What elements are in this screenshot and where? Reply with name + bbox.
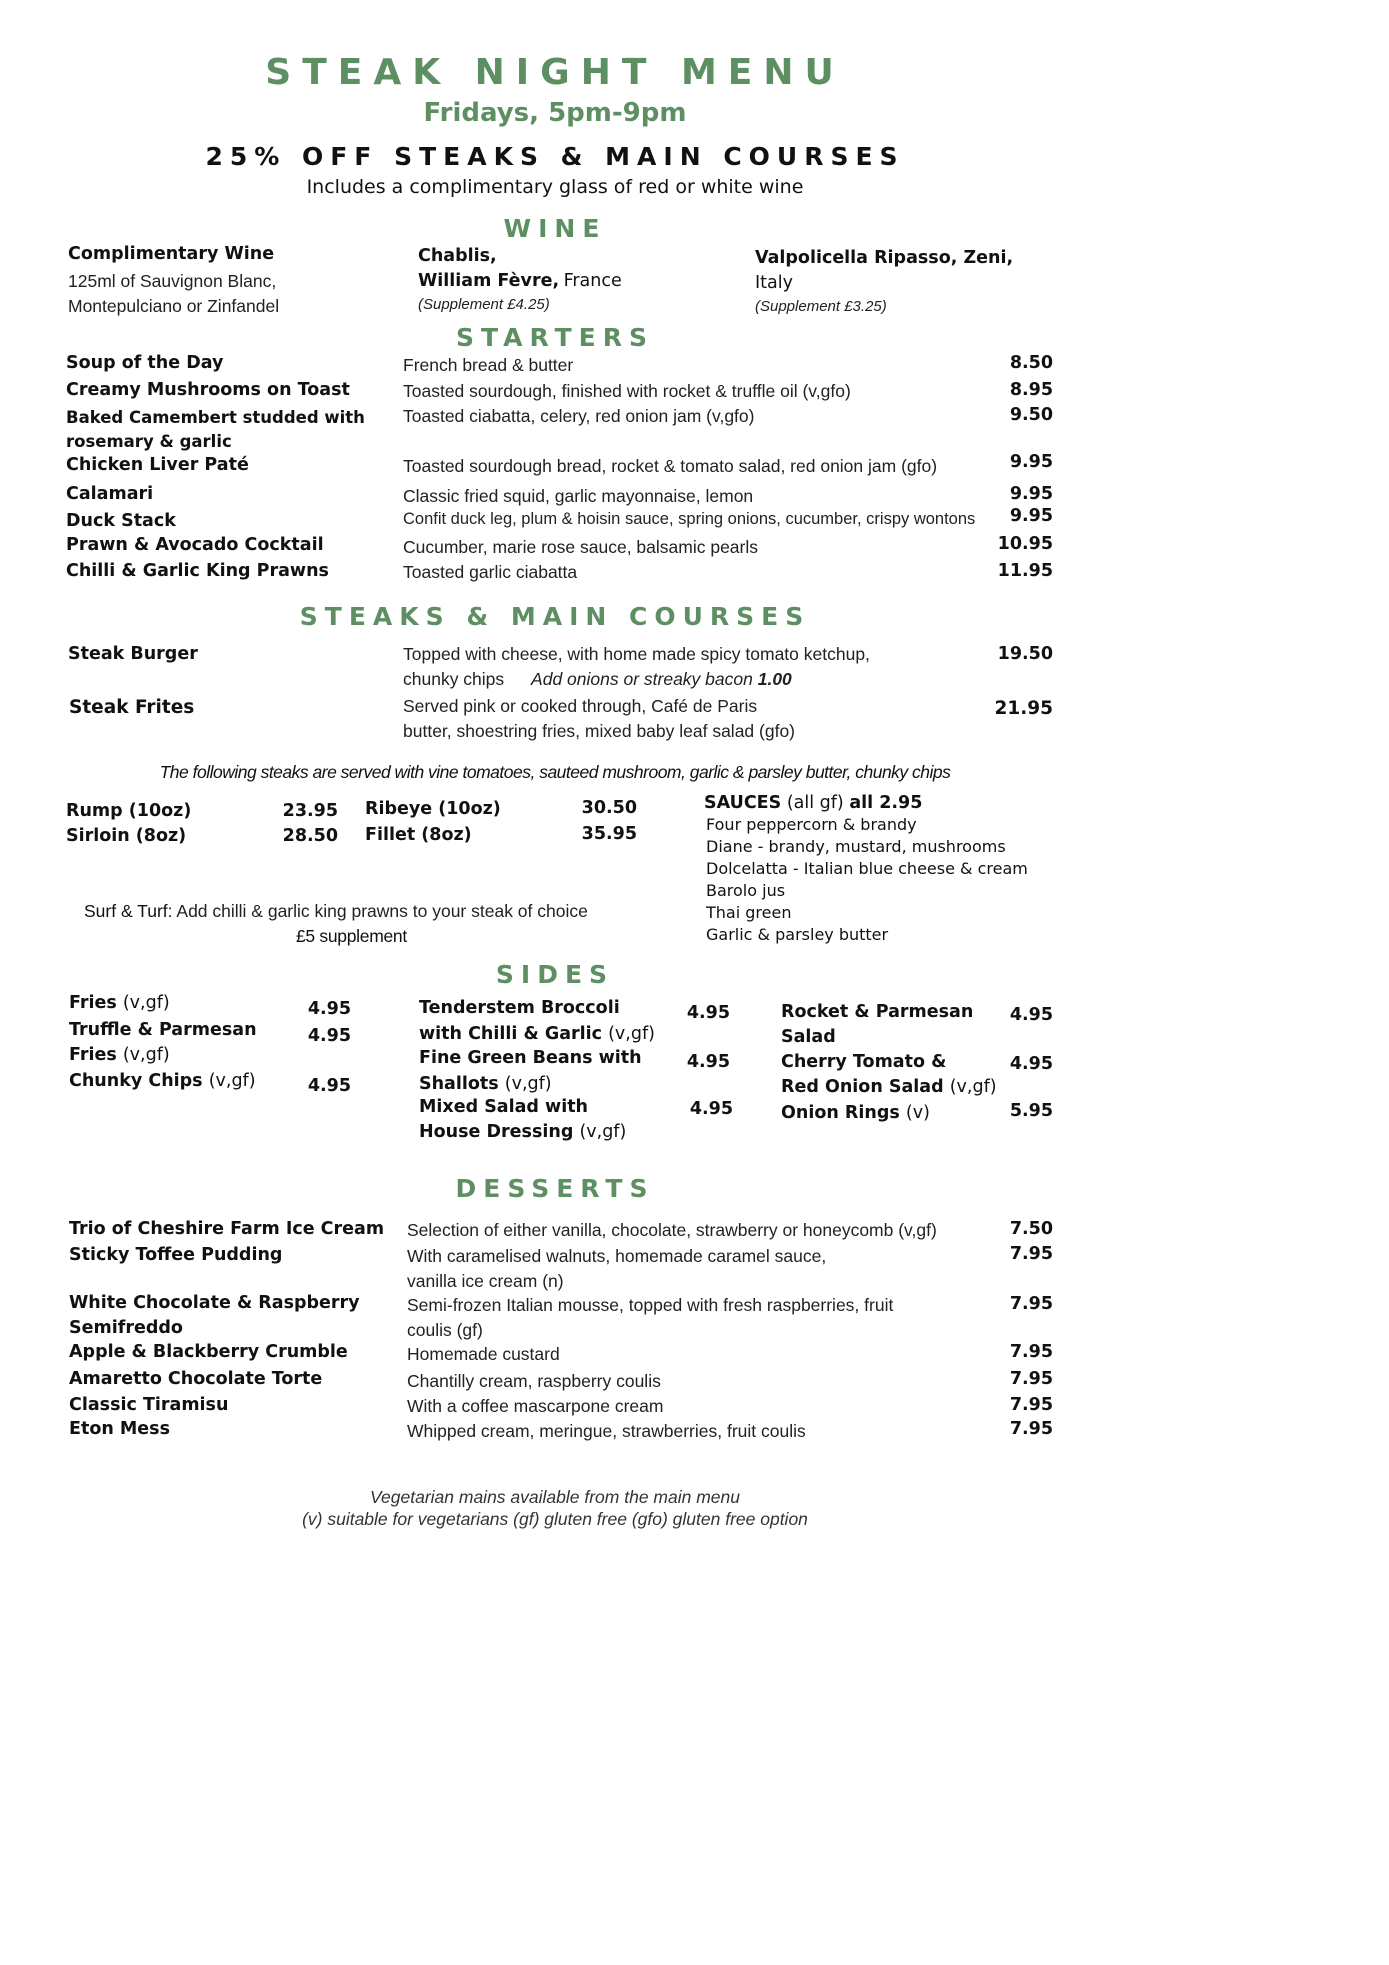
wine-1-line1: 125ml of Sauvignon Blanc, (68, 271, 277, 291)
side-name: Rocket & Parmesan (781, 1002, 974, 1022)
starter-desc: Cucumber, marie rose sauce, balsamic pearls (403, 537, 759, 557)
dessert-price: 7.95 (1009, 1342, 1053, 1362)
dessert-name: Apple & Blackberry Crumble (69, 1342, 348, 1362)
dessert-name: Classic Tiramisu (69, 1395, 229, 1415)
menu-title: STEAK NIGHT MENU (265, 52, 845, 93)
surf-turf-label: Surf & Turf: (84, 901, 173, 921)
main-name: Steak Burger (68, 644, 198, 664)
main-extra-price: 1.00 (757, 669, 792, 689)
dessert-name-line2: Semifreddo (69, 1318, 183, 1338)
footer-line2: (v) suitable for vegetarians (gf) gluten free (gfo) gluten free option (302, 1509, 808, 1529)
starter-desc: Toasted garlic ciabatta (403, 562, 578, 582)
side-name: Mixed Salad with (419, 1097, 589, 1117)
menu-subtitle: Fridays, 5pm-9pm (423, 98, 687, 128)
dessert-desc-line2: coulis (gf) (407, 1320, 483, 1340)
side-price: 4.95 (1009, 1054, 1053, 1074)
starter-desc: French bread & butter (403, 355, 574, 375)
side-name-line2: with Chilli & Garlic (v,gf) (419, 1024, 655, 1044)
footer-line1: Vegetarian mains available from the main menu (370, 1487, 740, 1507)
wine-heading: WINE (503, 214, 607, 243)
wine-2-supplement: (Supplement £4.25) (418, 296, 550, 313)
sauce-item: Thai green (706, 903, 792, 922)
steak-name: Sirloin (8oz) (66, 826, 187, 846)
main-desc-text: chunky chips (403, 669, 505, 689)
surf-turf-text: Add chilli & garlic king prawns to your steak of choice (176, 901, 588, 921)
sauces-header (704, 793, 922, 813)
starter-price: 9.95 (1009, 506, 1053, 526)
side-price: 4.95 (1009, 1005, 1053, 1025)
starters-heading: STARTERS (456, 323, 654, 352)
starter-name: Chilli & Garlic King Prawns (66, 561, 329, 581)
side-name: Onion Rings (v) (781, 1103, 930, 1123)
side-name: Cherry Tomato & (781, 1052, 947, 1072)
side-name: Tenderstem Broccoli (419, 998, 620, 1018)
starter-name-line2: rosemary & garlic (66, 432, 232, 451)
wine-2-name-line2 (418, 271, 622, 291)
steak-name: Fillet (8oz) (365, 825, 472, 845)
side-price: 4.95 (307, 999, 351, 1019)
dessert-desc: Chantilly cream, raspberry coulis (407, 1371, 661, 1391)
dessert-price: 7.95 (1009, 1395, 1053, 1415)
dessert-name: White Chocolate & Raspberry (69, 1293, 360, 1313)
starter-name: Soup of the Day (66, 353, 224, 373)
dessert-desc: Homemade custard (407, 1344, 560, 1364)
dessert-desc: Semi-frozen Italian mousse, topped with fresh raspberries, fruit (407, 1295, 894, 1315)
starter-desc: Toasted ciabatta, celery, red onion jam (v,gfo) (403, 406, 755, 426)
wine-2-name: Chablis, (418, 246, 497, 266)
steaks-note: The following steaks are served with vine tomatoes, sauteed mushroom, garlic & parsley butter, chunky chips (159, 762, 951, 782)
dessert-desc-line2: vanilla ice cream (n) (407, 1271, 564, 1291)
main-desc: Topped with cheese, with home made spicy tomato ketchup, (403, 644, 870, 664)
offer-note: Includes a complimentary glass of red or white wine (306, 176, 804, 198)
side-price: 4.95 (307, 1076, 351, 1096)
wine-1-name: Complimentary Wine (68, 244, 275, 264)
dessert-price: 7.95 (1009, 1369, 1053, 1389)
dessert-name: Amaretto Chocolate Torte (69, 1369, 323, 1389)
steak-name: Rump (10oz) (66, 801, 192, 821)
starter-price: 9.50 (1009, 405, 1053, 425)
starter-name: Chicken Liver Paté (66, 455, 249, 475)
dessert-desc: Selection of either vanilla, chocolate, strawberry or honeycomb (v,gf) (407, 1220, 937, 1240)
main-desc-line2: butter, shoestring fries, mixed baby leaf salad (gfo) (403, 721, 796, 741)
steak-price: 28.50 (282, 826, 338, 846)
wine-2-producer: William Fèvre, (418, 271, 560, 291)
sides-heading: SIDES (495, 960, 615, 989)
wine-2-origin: France (563, 271, 622, 291)
surf-turf-supplement: £5 supplement (296, 926, 407, 946)
surf-turf (84, 901, 588, 922)
side-price: 4.95 (686, 1003, 730, 1023)
side-name: Fries (v,gf) (69, 993, 170, 1013)
side-name-line2: Shallots (v,gf) (419, 1074, 552, 1094)
sauce-item: Four peppercorn & brandy (706, 815, 917, 834)
side-name: Fine Green Beans with (419, 1048, 642, 1068)
desserts-heading: DESSERTS (455, 1174, 655, 1203)
dessert-price: 7.95 (1009, 1294, 1053, 1314)
dessert-desc: Whipped cream, meringue, strawberries, fruit coulis (407, 1421, 806, 1441)
starter-price: 9.95 (1009, 452, 1053, 472)
dessert-name: Trio of Cheshire Farm Ice Cream (69, 1219, 385, 1239)
starter-name: Creamy Mushrooms on Toast (66, 380, 350, 400)
dessert-price: 7.95 (1009, 1244, 1053, 1264)
side-price: 4.95 (686, 1052, 730, 1072)
sauce-item: Dolcelatta - Italian blue cheese & cream (706, 859, 1028, 878)
side-name-line2: Fries (v,gf) (69, 1045, 170, 1065)
wine-3-supplement: (Supplement £3.25) (755, 298, 887, 315)
steak-price: 35.95 (581, 824, 637, 844)
offer-banner: 25% OFF STEAKS & MAIN COURSES (205, 142, 905, 171)
main-desc: Served pink or cooked through, Café de Paris (403, 696, 758, 716)
side-name-line2: Salad (781, 1027, 836, 1047)
steak-name: Ribeye (10oz) (365, 799, 501, 819)
sauces-label: SAUCES (704, 793, 782, 813)
sauce-item: Garlic & parsley butter (706, 925, 889, 944)
steak-price: 30.50 (581, 798, 637, 818)
sauce-item: Diane - brandy, mustard, mushrooms (706, 837, 1006, 856)
wine-3-name: Valpolicella Ripasso, Zeni, (755, 248, 1014, 268)
wine-1-line2: Montepulciano or Zinfandel (68, 296, 280, 316)
side-name: Chunky Chips (v,gf) (69, 1071, 256, 1091)
dessert-desc: With caramelised walnuts, homemade caramel sauce, (407, 1246, 827, 1266)
dessert-desc: With a coffee mascarpone cream (407, 1396, 664, 1416)
side-name: Truffle & Parmesan (69, 1020, 257, 1040)
starter-name: Prawn & Avocado Cocktail (66, 535, 324, 555)
starter-name: Baked Camembert studded with (66, 408, 365, 427)
starter-price: 10.95 (997, 534, 1053, 554)
starter-desc: Toasted sourdough bread, rocket & tomato salad, red onion jam (gfo) (403, 456, 938, 476)
main-price: 21.95 (994, 698, 1053, 719)
dessert-name: Sticky Toffee Pudding (69, 1245, 283, 1265)
dessert-price: 7.95 (1009, 1419, 1053, 1439)
sauces-price: all 2.95 (849, 793, 923, 813)
starter-desc: Toasted sourdough, finished with rocket & truffle oil (v,gfo) (403, 381, 851, 401)
sauce-item: Barolo jus (706, 881, 786, 900)
main-desc-line2 (403, 669, 792, 690)
starter-desc: Confit duck leg, plum & hoisin sauce, spring onions, cucumber, crispy wontons (403, 510, 976, 528)
steak-price: 23.95 (282, 801, 338, 821)
side-name-line2: House Dressing (v,gf) (419, 1122, 627, 1142)
side-price: 5.95 (1009, 1101, 1053, 1121)
starter-price: 8.50 (1009, 353, 1053, 373)
side-name-line2: Red Onion Salad (v,gf) (781, 1077, 997, 1097)
starter-price: 11.95 (997, 561, 1053, 581)
side-price: 4.95 (307, 1026, 351, 1046)
main-price: 19.50 (997, 644, 1053, 664)
mains-heading: STEAKS & MAIN COURSES (299, 602, 811, 631)
sauces-tag: (all gf) (786, 793, 844, 813)
main-name: Steak Frites (69, 697, 195, 718)
starter-desc: Classic fried squid, garlic mayonnaise, lemon (403, 486, 754, 506)
dessert-name: Eton Mess (69, 1419, 171, 1439)
main-extra: Add onions or streaky bacon (531, 669, 753, 689)
starter-name: Duck Stack (66, 511, 176, 531)
starter-price: 9.95 (1009, 484, 1053, 504)
dessert-price: 7.50 (1009, 1219, 1053, 1239)
starter-name: Calamari (66, 484, 154, 504)
wine-3-origin: Italy (755, 273, 793, 293)
starter-price: 8.95 (1009, 380, 1053, 400)
side-price: 4.95 (689, 1099, 733, 1119)
